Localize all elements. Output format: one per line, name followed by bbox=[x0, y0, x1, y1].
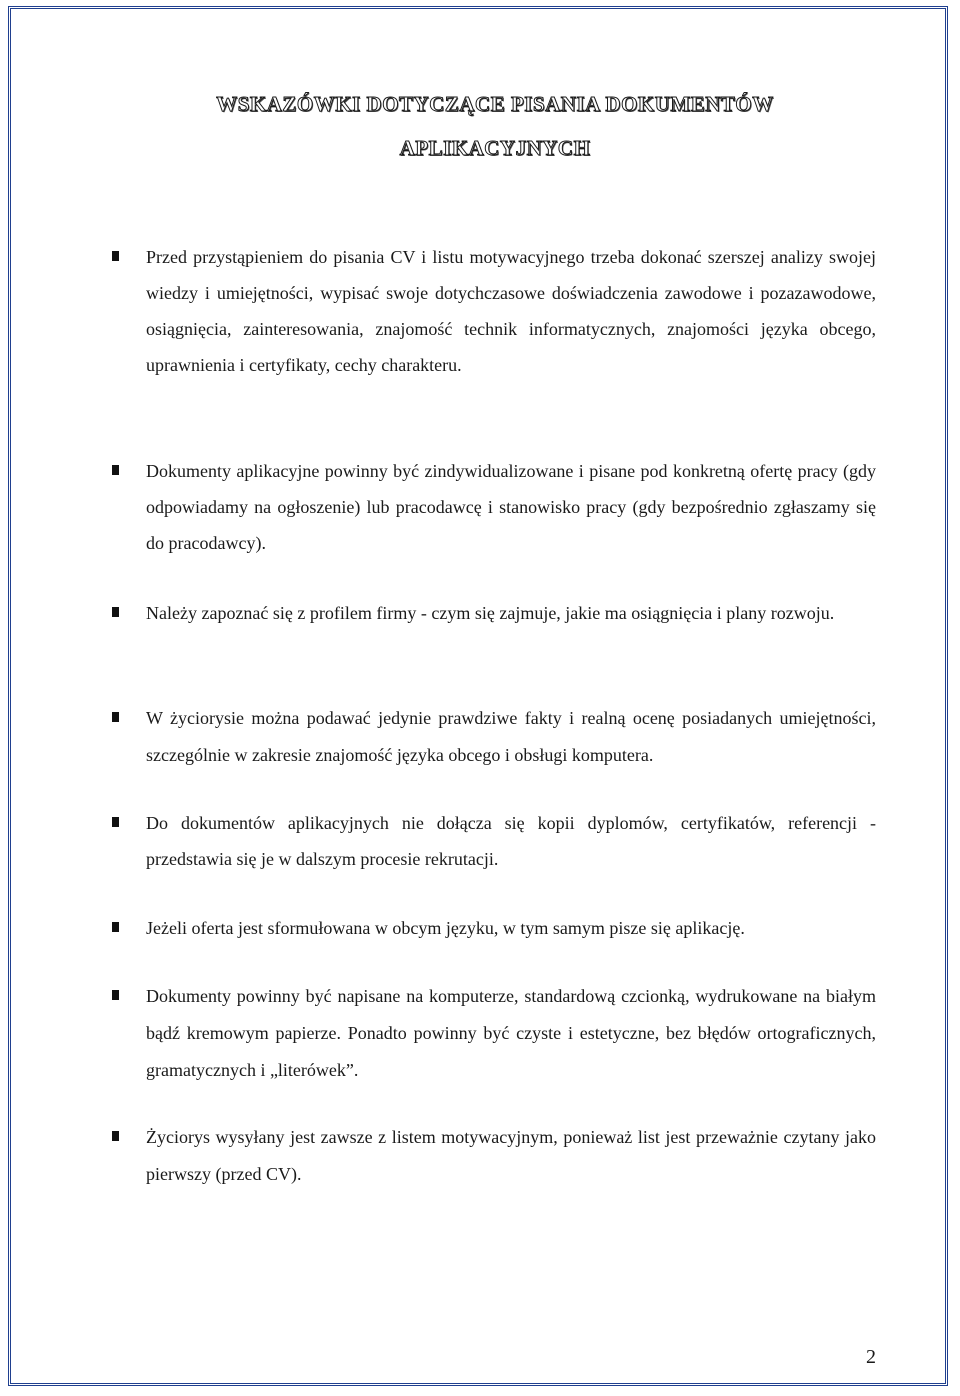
square-bullet-icon bbox=[112, 817, 119, 827]
square-bullet-icon bbox=[112, 712, 119, 722]
list-item bbox=[146, 700, 876, 774]
list-item bbox=[146, 805, 876, 877]
square-bullet-icon bbox=[112, 1131, 119, 1141]
list-item-text: W życiorysie można podawać jedynie prawdziwe fakty i realną ocenę posiadanych umiejętności, szczególnie w zakresie znajomość języka obcego i obsługi komputera. bbox=[146, 708, 876, 765]
list-item bbox=[146, 595, 876, 632]
square-bullet-icon bbox=[112, 990, 119, 1000]
list-item bbox=[146, 978, 876, 1089]
list-item-text: Do dokumentów aplikacyjnych nie dołącza się kopii dyplomów, certyfikatów, referencji - przedstawia się je w dalszym procesie rekrutacji. bbox=[146, 813, 876, 869]
list-item bbox=[146, 910, 876, 946]
square-bullet-icon bbox=[112, 465, 119, 475]
list-item bbox=[146, 453, 876, 561]
list-item-text: Dokumenty powinny być napisane na komputerze, standardową czcionką, wydrukowane na białym bądź kremowym papierze. Ponadto powinny być czyste i estetyczne, bez błędów ortograficznych, gramatycznych i „literówek”. bbox=[146, 986, 876, 1080]
title-line-1: WSKAZÓWKI DOTYCZĄCE PISANIA DOKUMENTÓW bbox=[216, 92, 774, 116]
title-line-2: APLIKACYJNYCH bbox=[399, 136, 591, 160]
page-title bbox=[0, 82, 960, 170]
list-item-text: Należy zapoznać się z profilem firmy - czym się zajmuje, jakie ma osiągnięcia i plany rozwoju. bbox=[146, 603, 835, 623]
list-item-text: Jeżeli oferta jest sformułowana w obcym języku, w tym samym pisze się aplikację. bbox=[146, 918, 745, 938]
list-item-text: Przed przystąpieniem do pisania CV i listu motywacyjnego trzeba dokonać szerszej analizy swojej wiedzy i umiejętności, wypisać swoje dotychczasowe doświadczenia zawodowe i pozazawodowe, osiągnięcia, zainteresowania, znajomość technik informatycznych, znajomości języka obcego, uprawnienia i certyfikaty, cechy charakteru. bbox=[146, 247, 876, 375]
list-item bbox=[146, 1119, 876, 1193]
list-item-text: Dokumenty aplikacyjne powinny być zindywidualizowane i pisane pod konkretną ofertę pracy (gdy odpowiadamy na ogłoszenie) lub pracodawcę i stanowisko pracy (gdy bezpośrednio zgłaszamy się do pracodawcy). bbox=[146, 461, 876, 553]
list-item-text: Życiorys wysyłany jest zawsze z listem motywacyjnym, ponieważ list jest przeważnie czytany jako pierwszy (przed CV). bbox=[146, 1127, 876, 1184]
square-bullet-icon bbox=[112, 251, 119, 261]
page-number: 2 bbox=[866, 1346, 876, 1368]
square-bullet-icon bbox=[112, 922, 119, 932]
list-item bbox=[146, 239, 876, 383]
square-bullet-icon bbox=[112, 607, 119, 617]
